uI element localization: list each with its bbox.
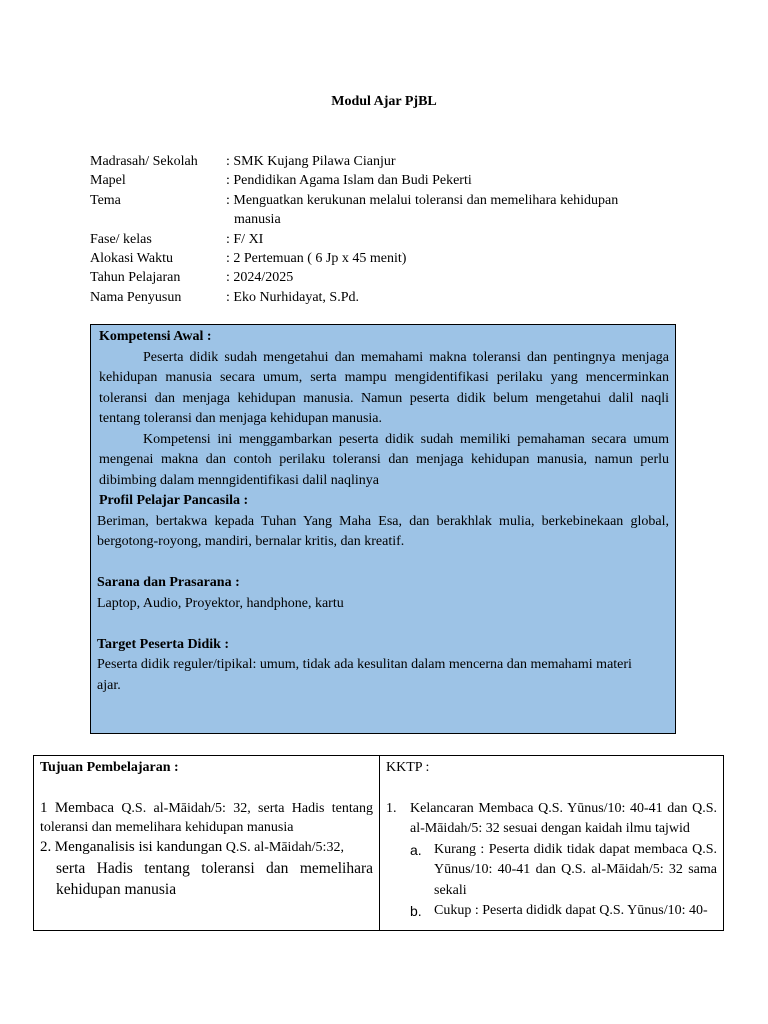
target-heading: Target Peserta Didik :	[97, 636, 230, 652]
meta-row-alokasi	[90, 249, 670, 268]
sarana-text: Laptop, Audio, Proyektor, handphone, kartu	[97, 595, 344, 611]
meta-row-penyusun	[90, 288, 670, 307]
identity-block	[90, 152, 670, 307]
kktp-subtext: Cukup : Peserta dididk dapat Q.S. Yūnus/10: 40-	[434, 903, 708, 918]
meta-value: : Pendidikan Agama Islam dan Budi Pekerti	[226, 173, 472, 189]
kktp-number: 1.	[386, 800, 397, 816]
tujuan-text: Q.S. al-Māidah/5:32,	[222, 839, 344, 855]
document-title: Modul Ajar PjBL	[331, 94, 437, 109]
kktp-text: Kelancaran Membaca Q.S. Yūnus/10: 40-41 dan Q.S. al-Māidah/5: 32 sesuai dengan kaidah ilmu tajwid	[410, 800, 717, 836]
tujuan-cell	[34, 756, 380, 931]
meta-value: : 2 Pertemuan ( 6 Jp x 45 menit)	[226, 251, 407, 267]
kktp-cell	[380, 756, 724, 931]
tujuan-number: 1	[40, 799, 48, 816]
meta-label: Madrasah/ Sekolah	[90, 154, 198, 169]
meta-label: Alokasi Waktu	[90, 251, 173, 267]
meta-row-tahun	[90, 268, 670, 287]
objectives-table	[33, 755, 724, 931]
meta-value: : SMK Kujang Pilawa Cianjur	[226, 154, 396, 169]
tujuan-verb: Menganalisis isi kandungan	[54, 838, 223, 855]
kktp-heading: KKTP :	[386, 760, 430, 775]
kktp-subitem-b	[386, 901, 717, 922]
target-text: Peserta didik reguler/tipikal: umum, tidak ada kesulitan dalam mencerna dan memahami materi ajar.	[97, 657, 632, 693]
kompetensi-heading: Kompetensi Awal :	[99, 329, 212, 344]
competency-box	[90, 324, 676, 734]
tujuan-item-2	[40, 837, 373, 858]
meta-value: : Eko Nurhidayat, S.Pd.	[226, 289, 359, 305]
kktp-subitem-a	[386, 840, 717, 902]
tujuan-heading: Tujuan Pembelajaran :	[40, 760, 179, 775]
kompetensi-paragraph: Peserta didik sudah mengetahui dan memahami makna toleransi dan pentingnya menjaga kehidupan manusia secara umum, serta mampu mengidentifikasi perilaku yang mencerminkan toleransi dan menjaga kehidupan manusia. Namun peserta didik belum mengetahui dalil naqli tentang toleransi dan menjaga kehidupan manusia.	[99, 349, 669, 426]
profil-heading: Profil Pelajar Pancasila :	[99, 493, 249, 508]
meta-row-mapel	[90, 171, 670, 190]
profil-text: Beriman, bertakwa kepada Tuhan Yang Maha Esa, dan berakhlak mulia, berkebinekaan global, bergotong-royong, mandiri, bernalar kritis, dan kreatif.	[97, 513, 669, 549]
kktp-subtext: Kurang : Peserta didik tidak dapat membaca Q.S. Yūnus/10: 40-41 dan Q.S. al-Māidah/5: 32 sama sekali	[434, 841, 717, 898]
meta-label: Mapel	[90, 173, 126, 189]
meta-value: : 2024/2025	[226, 270, 294, 286]
tujuan-number: 2.	[40, 838, 52, 855]
meta-label: Tema	[90, 192, 121, 208]
tujuan-item-2-cont: serta Hadis tentang toleransi dan memelihara kehidupan manusia	[56, 859, 373, 898]
meta-row-tema	[90, 191, 670, 210]
meta-label: Nama Penyusun	[90, 289, 182, 305]
meta-row-madrasah	[90, 152, 670, 171]
sarana-heading: Sarana dan Prasarana :	[97, 575, 240, 590]
meta-row-fase	[90, 230, 670, 249]
meta-value: : Menguatkan kerukunan melalui toleransi dan memelihara kehidupan	[226, 192, 619, 208]
kktp-item-1	[386, 799, 717, 840]
tujuan-verb: Membaca	[54, 799, 114, 816]
meta-label: Tahun Pelajaran	[90, 270, 181, 286]
meta-row-tema-cont	[90, 210, 670, 229]
tujuan-text: Q.S. al-Māidah/5: 32, serta Hadis tentang toleransi dan memelihara kehidupan manusia	[40, 800, 373, 835]
kompetensi-paragraph: Kompetensi ini menggambarkan peserta didik sudah memiliki pemahaman secara umum mengenai makna dan contoh perilaku toleransi dan menjaga kehidupan manusia, namun perlu dibimbing dalam menngidentifikasi dalil naqlinya	[99, 431, 669, 488]
meta-label: Fase/ kelas	[90, 231, 152, 247]
tujuan-item-1	[40, 799, 373, 837]
meta-value: manusia	[234, 212, 281, 228]
kktp-subnumber: a.	[410, 841, 422, 858]
table-row	[34, 756, 724, 931]
meta-value: : F/ XI	[226, 231, 264, 247]
kktp-subnumber: b.	[410, 903, 422, 919]
